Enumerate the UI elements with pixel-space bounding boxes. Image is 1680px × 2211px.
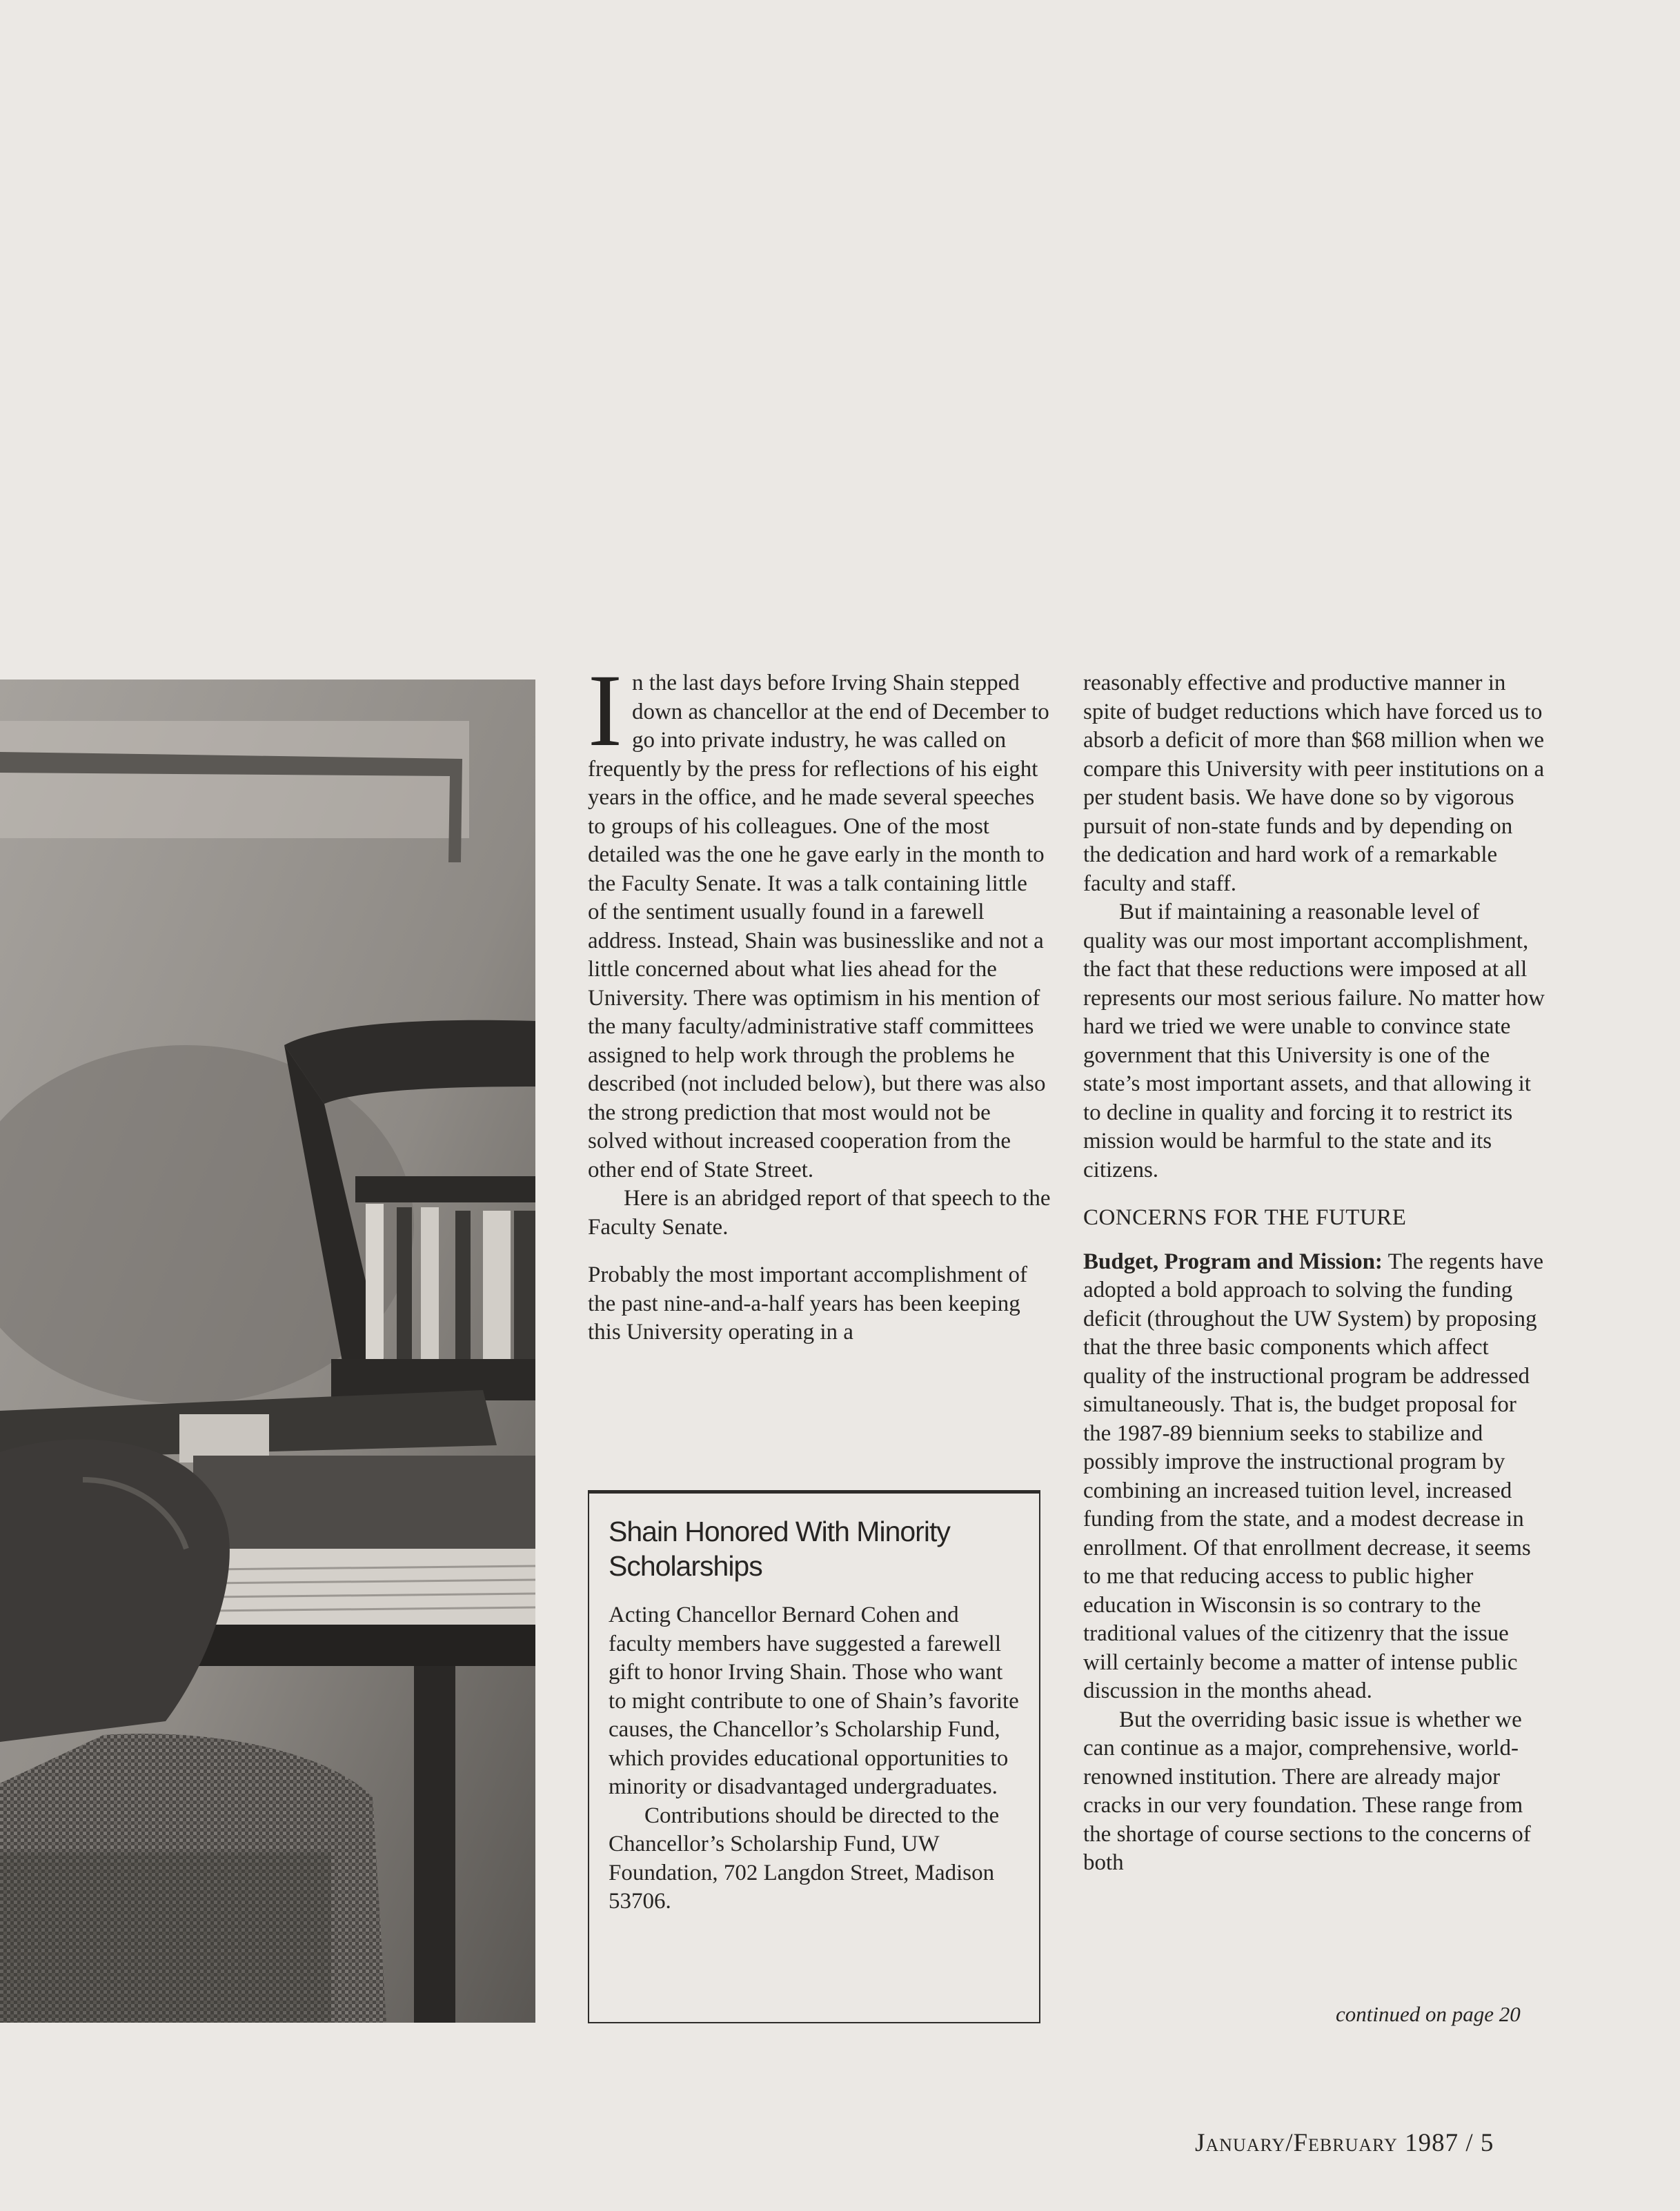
article-intro-paragraph: In the last days before Irving Shain stepped down as chancellor at the end of December to go into private industry, he was called on frequently by the press for reflections of his eight years in the office, and he made several speeches to groups of his colleagues. One of the most detailed was the one he gave early in the month to the Faculty Senate. It was a talk containing little of the sentiment usually found in a farewell address. Instead, Shain was businesslike and not a little concerned about what lies ahead for the University. There was optimism in his mention of the many faculty/administrative staff committees assigned to help work through the problems he described (not included below), but there was also the strong prediction that most would not be solved without increased cooperation from the other end of State Street. xyxy=(588,653,1049,1182)
lead-in: Budget, Program and Mission: xyxy=(1083,1249,1383,1274)
article-paragraph: But if maintaining a reasonable level of quality was our most important accomplishment, the fact that these reductions were imposed at all represents our most serious failure. No matter how hard we tried we were unable to convince state government that this University is one of the state’s most important assets, and that allowing it to decline in quality and forcing it to restrict its mission would be harmful to the state and its citizens. xyxy=(1083,900,1545,1182)
article-column-2 xyxy=(1083,669,1545,1878)
office-photo xyxy=(0,680,535,2023)
article-paragraph: But the overriding basic issue is whether we can continue as a major, comprehensive, world-renowned institution. There are already major cracks in our very foundation. These range from the shortage of course sections to the concerns of both xyxy=(1083,1707,1531,1875)
sidebar-box xyxy=(588,1490,1040,2023)
continued-note: continued on page 20 xyxy=(1336,2002,1521,2026)
page-number: 5 xyxy=(1480,2129,1494,2157)
page-footer xyxy=(1195,2128,1494,2158)
sidebar-paragraph: Acting Chancellor Bernard Cohen and faculty members have suggested a farewell gift to honor Irving Shain. Those who want to might contribute to one of Shain’s favorite causes, the Chancellor’s Scholarship Fund, which provides educational opportunities to minority or disadvantaged undergraduates. xyxy=(609,1603,1019,1799)
article-paragraph: Here is an abridged report of that speech to the Faculty Senate. xyxy=(588,1186,1051,1240)
article-paragraph: reasonably effective and productive manner in spite of budget reductions which have forced us to absorb a deficit of more than $68 million when we compare this University with peer institutions on a per student basis. We have done so by vigorous pursuit of non-state funds and by depending on the dedication and hard work of a remarkable faculty and staff. xyxy=(1083,671,1545,896)
drop-cap: I xyxy=(588,653,622,768)
footer-separator: / xyxy=(1465,2129,1474,2157)
article-paragraph: Budget, Program and Mission: The regents have adopted a bold approach to solving the funding deficit (throughout the UW System) by proposing that the three basic components which affect quality of the instructional program be addressed simultaneously. That is, the budget proposal for the 1987-89 biennium seeks to stabilize and possibly improve the instructional program by combining an increased tuition level, increased funding from the state, and a modest decrease in enrollment. Of that enrollment decrease, it seems to me that reducing access to public higher education in Wisconsin is so contrary to the traditional values of the citizenry that the issue will certainly become a matter of intense public discussion in the months ahead. xyxy=(1083,1249,1543,1703)
issue-date: January/February 1987 xyxy=(1195,2129,1459,2157)
sidebar-title: Shain Honored With Minority Scholarships xyxy=(609,1516,950,1582)
article-column-1 xyxy=(588,653,1051,1347)
section-heading: CONCERNS FOR THE FUTURE xyxy=(1083,1205,1407,1230)
article-paragraph: Probably the most important accomplishment of the past nine-and-a-half years has been keeping this University operating in a xyxy=(588,1262,1027,1345)
sidebar-paragraph: Contributions should be directed to the Chancellor’s Scholarship Fund, UW Foundation, 702 Langdon Street, Madison 53706. xyxy=(609,1803,1000,1914)
